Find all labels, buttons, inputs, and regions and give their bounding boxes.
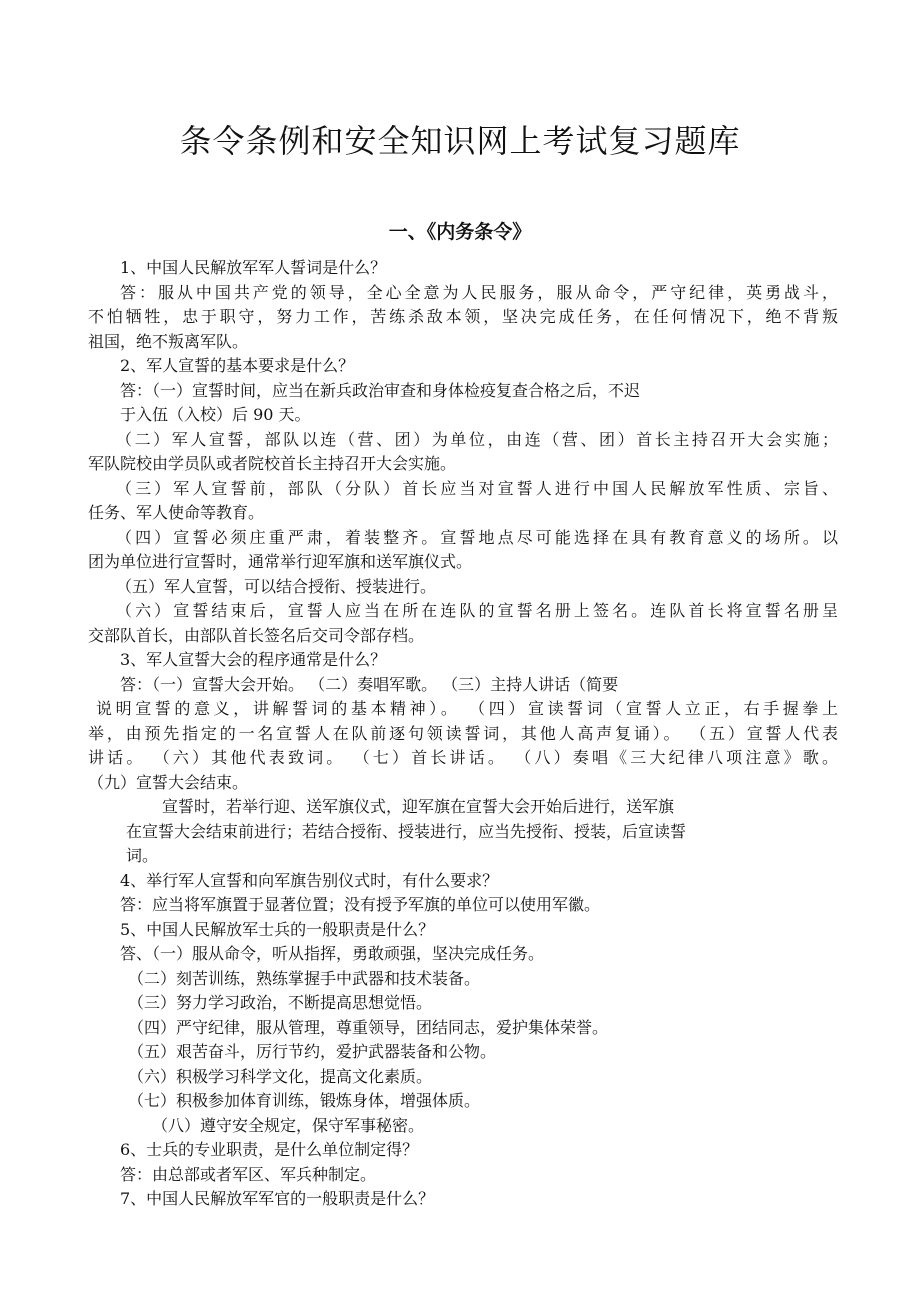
answer-line: （八）遵守安全规定，保守军事秘密。 bbox=[152, 1115, 425, 1135]
question-line: 1、中国人民解放军军人誓词是什么？ bbox=[120, 258, 387, 277]
answer-line: 举，由预先指定的一名宣誓人在队前逐句领读誓词，其他人高声复诵）。 （五）宣誓人代表 bbox=[88, 723, 838, 743]
answer-line: （二）军人宣誓，部队以连（营、团）为单位，由连（营、团）首长主持召开大会实施； bbox=[116, 429, 838, 449]
section-heading: 一、《内务条令》 bbox=[388, 221, 532, 243]
answer-line: （七）积极参加体育训练，锻炼身体，增强体质。 bbox=[128, 1091, 481, 1110]
answer-line: 讲话。 （六）其他代表致词。 （七）首长讲话。 （八）奏唱《三大纪律八项注意》歌。 bbox=[88, 748, 838, 767]
answer-line: （四）宣誓必须庄重严肃，着装整齐。宣誓地点尽可能选择在具有教育意义的场所。以 bbox=[116, 527, 838, 547]
answer-line: 答：（一）宣誓大会开始。 （二）奏唱军歌。 （三）主持人讲话（简要 bbox=[120, 674, 619, 694]
answer-line: 军队院校由学员队或者院校首长主持召开大会实施。 bbox=[88, 454, 457, 473]
answer-line: 答：（一）宣誓时间，应当在新兵政治审查和身体检疫复查合格之后，不迟 bbox=[120, 380, 641, 400]
answer-line: 于入伍（入校）后 90 天。 bbox=[120, 405, 311, 424]
answer-line: 不怕牺牲，忠于职守，努力工作，苦练杀敌本领，坚决完成任务，在任何情况下，绝不背叛 bbox=[88, 307, 838, 326]
answer-line: 答：服从中国共产党的领导，全心全意为人民服务，服从命令，严守纪律，英勇战斗， bbox=[120, 282, 838, 302]
question-line: 4、举行军人宣誓和向军旗告别仪式时，有什么要求？ bbox=[120, 870, 499, 890]
answer-line: 词。 bbox=[126, 846, 159, 865]
answer-line: （六）积极学习科学文化，提高文化素质。 bbox=[128, 1066, 433, 1086]
answer-line: （三）努力学习政治，不断提高思想觉悟。 bbox=[128, 993, 433, 1012]
answer-line: 答、（一）服从命令，听从指挥，勇敢顽强，坚决完成任务。 bbox=[120, 944, 545, 963]
answer-line: （五）军人宣誓，可以结合授衔、授装进行。 bbox=[116, 576, 437, 596]
question-line: 2、军人宣誓的基本要求是什么？ bbox=[120, 356, 355, 375]
answer-line: （四）严守纪律，服从管理，尊重领导，团结同志，爱护集体荣誉。 bbox=[128, 1017, 609, 1037]
answer-line: 答：由总部或者军区、军兵种制定。 bbox=[120, 1164, 377, 1184]
answer-line: （二）刻苦训练，熟练掌握手中武器和技术装备。 bbox=[128, 968, 481, 988]
question-line: 6、士兵的专业职责，是什么单位制定得？ bbox=[120, 1140, 419, 1159]
answer-line: 团为单位进行宣誓时，通常举行迎军旗和送军旗仪式。 bbox=[88, 552, 473, 571]
document-body bbox=[88, 256, 838, 1212]
question-line: 3、军人宣誓大会的程序通常是什么？ bbox=[120, 650, 387, 669]
answer-line: 答：应当将军旗置于显著位置；没有授予军旗的单位可以使用军徽。 bbox=[120, 895, 601, 914]
answer-line: （五）艰苦奋斗，厉行节约，爱护武器装备和公物。 bbox=[128, 1042, 497, 1061]
answer-line: 任务、军人使命等教育。 bbox=[88, 503, 265, 522]
answer-line: 宣誓时，若举行迎、送军旗仪式，迎军旗在宣誓大会开始后进行，送军旗 bbox=[162, 797, 675, 816]
answer-line: （九）宣誓大会结束。 bbox=[88, 772, 249, 792]
answer-line: 交部队首长，由部队首长签名后交司令部存档。 bbox=[88, 625, 425, 645]
question-line: 7、中国人民解放军军官的一般职责是什么？ bbox=[120, 1189, 435, 1208]
document-title: 条令条例和安全知识网上考试复习题库 bbox=[179, 122, 741, 160]
answer-line: 说明宣誓的意义，讲解誓词的基本精神）。 （四）宣读誓词（宣誓人立正，右手握拳上 bbox=[96, 699, 838, 718]
answer-line: 在宣誓大会结束前进行；若结合授衔、授装进行，应当先授衔、授装，后宣读誓 bbox=[126, 821, 687, 841]
answer-line: （六）宣誓结束后，宣誓人应当在所在连队的宣誓名册上签名。连队首长将宣誓名册呈 bbox=[116, 601, 838, 620]
answer-line: 祖国，绝不叛离军队。 bbox=[88, 331, 249, 351]
answer-line: （三）军人宣誓前，部队（分队）首长应当对宣誓人进行中国人民解放军性质、宗旨、 bbox=[116, 478, 838, 498]
question-line: 5、中国人民解放军士兵的一般职责是什么？ bbox=[120, 919, 435, 939]
